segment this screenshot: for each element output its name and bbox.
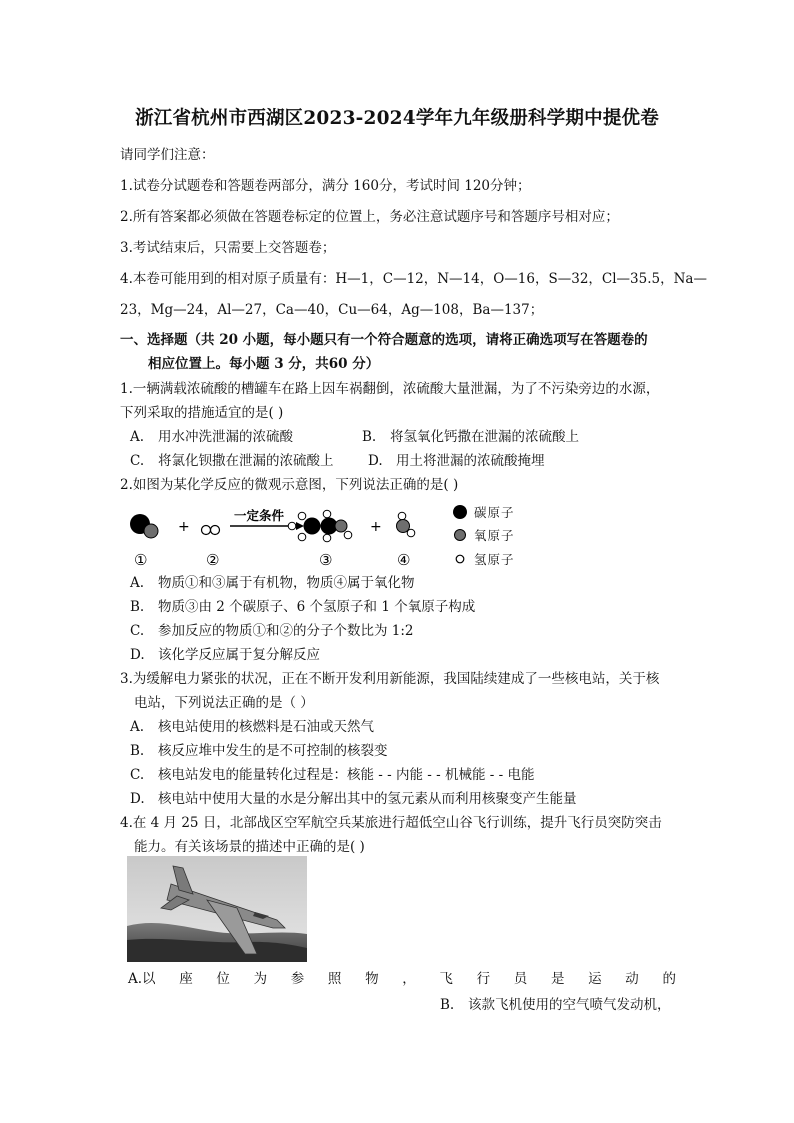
q3-option-a: A. 核电站使用的核燃料是石油或天然气 xyxy=(130,719,374,735)
notice-item-1: 1.试卷分试题卷和答题卷两部分，满分 160分，考试时间 120分钟； xyxy=(120,178,531,194)
q2-option-b: B. 物质③由 2 个碳原子、6 个氢原子和 1 个氧原子构成 xyxy=(130,599,476,615)
legend-carbon: 碳原子 xyxy=(452,502,515,522)
q4-option-b: B. 该款飞机使用的空气喷气发动机， xyxy=(440,997,671,1013)
molecule-1 xyxy=(130,514,158,538)
legend-oxygen: 氧原子 xyxy=(452,525,515,545)
q1-stem: 1.一辆满载浓硫酸的槽罐车在路上因车祸翻倒，浓硫酸大量泄漏，为了不污染旁边的水源， xyxy=(120,381,660,397)
reaction-condition: 一定条件 xyxy=(234,508,285,523)
oxygen-atom-icon xyxy=(452,527,468,543)
molecule-2 xyxy=(202,526,220,535)
q1-option-a: A. 用水冲洗泄漏的浓硫酸 xyxy=(130,429,293,445)
q3-option-d: D. 核电站中使用大量的水是分解出其中的氢元素从而利用核聚变产生能量 xyxy=(130,791,577,807)
q3-option-c: C. 核电站发电的能量转化过程是：核能 - - 内能 - - 机械能 - - 电能 xyxy=(130,767,535,783)
page-title: 浙江省杭州市西湖区2023-2024学年九年级册科学期中提优卷 xyxy=(135,108,659,129)
atom-legend xyxy=(452,502,562,572)
carbon-atom-icon xyxy=(452,504,468,520)
plus-sign-1: + xyxy=(178,519,190,535)
plus-sign-2: + xyxy=(370,519,382,535)
q4-stem: 4.在 4 月 25 日，北部战区空军航空兵某旅进行超低空山谷飞行训练，提升飞行员突防突击 xyxy=(120,815,662,831)
q2-stem: 2.如图为某化学反应的微观示意图，下列说法正确的是( ) xyxy=(120,477,459,493)
q2-option-d: D. 该化学反应属于复分解反应 xyxy=(130,647,320,663)
q3-stem: 3.为缓解电力紧张的状况，正在不断开发利用新能源，我国陆续建成了一些核电站，关于核 xyxy=(120,671,660,687)
label-2: ② xyxy=(206,551,220,569)
q2-option-a: A. 物质①和③属于有机物，物质④属于氧化物 xyxy=(130,575,415,591)
q1-stem-cont: 下列采取的措施适宜的是( ) xyxy=(120,405,284,421)
notice-item-4: 4.本卷可能用到的相对原子质量有：H—1，C—12，N—14，O—16，S—32，Cl—35.5，Na— xyxy=(120,271,707,287)
q1-option-d: D. 用土将泄漏的浓硫酸掩埋 xyxy=(368,453,545,469)
notice-item-4-cont: 23，Mg—24，Al—27，Ca—40，Cu—64，Ag—108，Ba—137； xyxy=(120,302,544,318)
hydrogen-atom-icon xyxy=(452,551,468,567)
notice-item-2: 2.所有答案都必须做在答题卷标定的位置上，务必注意试题序号和答题序号相对应； xyxy=(120,209,619,225)
q4-stem-cont: 能力。有关该场景的描述中正确的是( ) xyxy=(134,839,365,855)
q3-stem-cont: 电站，下列说法正确的是（ ） xyxy=(134,695,314,711)
section-heading-cont: 相应位置上。每小题 3 分，共60 分） xyxy=(148,356,380,372)
q1-option-c: C. 将氯化钡撒在泄漏的浓硫酸上 xyxy=(130,453,334,469)
notice-item-3: 3.考试结束后，只需要上交答题卷； xyxy=(120,240,336,256)
q1-option-b: B. 将氢氧化钙撒在泄漏的浓硫酸上 xyxy=(362,429,579,445)
label-4: ④ xyxy=(397,551,411,569)
fighter-jet-photo xyxy=(127,856,307,962)
notice-heading: 请同学们注意： xyxy=(120,147,215,163)
q4-option-a: A.以 座 位 为 参 照 物 ， 飞 行 员 是 运 动 的 xyxy=(128,971,676,987)
q3-option-b: B. 核反应堆中发生的是不可控制的核裂变 xyxy=(130,743,388,759)
section-heading: 一、选择题（共 20 小题，每小题只有一个符合题意的选项，请将正确选项写在答题卷的 xyxy=(120,332,648,348)
molecule-4 xyxy=(397,512,415,537)
legend-hydrogen: 氢原子 xyxy=(452,549,515,569)
q2-option-c: C. 参加反应的物质①和②的分子个数比为 1:2 xyxy=(130,623,414,639)
label-3: ③ xyxy=(319,551,333,569)
label-1: ① xyxy=(134,551,148,569)
